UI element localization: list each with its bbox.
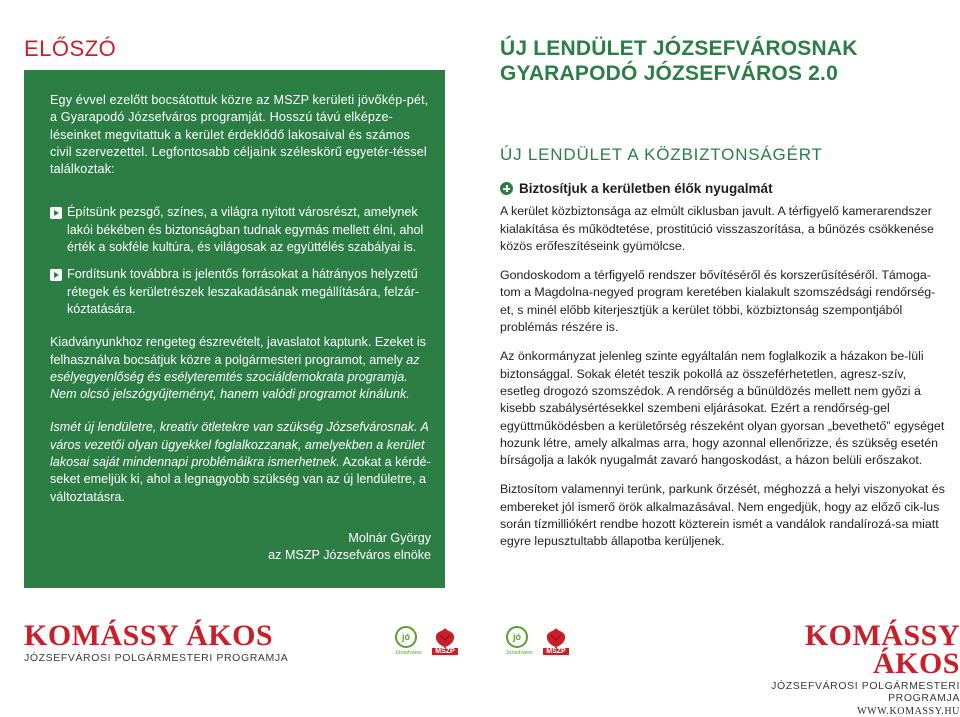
signature-name: Molnár György [348, 530, 431, 545]
play-bullet-icon [50, 269, 62, 281]
rose-icon [542, 626, 570, 650]
subheading [500, 180, 945, 197]
jo-jozsefvaros-logo [395, 626, 422, 658]
mszp-logo [427, 626, 463, 660]
feedback-paragraph [50, 334, 431, 403]
jo-logo-mark: jó [395, 626, 417, 648]
paragraph: Az önkormányzat jelenleg szinte egyáltalán nem foglalkozik a házakon be-lüli biztonsággal. Sokak életét teszik pokollá az összeférhetetlen, agresz-szív, esetleg drogozó szomszédok. A rendőrség a bűnüldözés mellett nem győzi a kisebb szabálysértésekkel szembeni eljárásokat. Ezért a rendőrség-gel együttműködésben a kerületőrség részeként olyan gyorsan „bevethető” egységet hozunk létre, amely alkalmas arra, hogy azonnal ellenőrizze, és szükség esetén bírságolja a lakók nyugalmát zavaró hangoskodást, a házon belüli erőszakot. [500, 349, 945, 468]
heading-line-1: ÚJ LENDÜLET JÓZSEFVÁROSNAK [500, 37, 858, 60]
list-item [50, 204, 431, 256]
website-link[interactable]: WWW.KOMASSY.HU [857, 706, 960, 717]
jo-logo-caption: Józsefváros [506, 650, 533, 656]
heading-line-2: GYARAPODÓ JÓZSEFVÁROS 2.0 [500, 62, 838, 85]
security-section [500, 180, 945, 563]
party-logos [395, 626, 463, 660]
foreword-box [24, 70, 445, 588]
paragraph: A kerület közbiztonsága az elmúlt ciklusban javult. A térfigyelő kamerarendszer kialakítása és működtetése, prostitúció visszaszorítása, a bűnözés csökkenése közös erőfeszítéseink gyümölcse. [500, 204, 934, 253]
feedback-italic-text: az esélyegyenlőség és esélyteremtés szociáldemokrata programja. Nem olcsó jelszógyűjteményt, hanem valódi programot kínálunk. [50, 352, 420, 402]
momentum-paragraph [50, 419, 431, 505]
brand-name: KOMÁSSY ÁKOS [24, 619, 274, 652]
jo-jozsefvaros-logo [506, 626, 533, 658]
signature [50, 530, 431, 565]
list-item-text: Fordítsunk továbbra is jelentős forrásokat a hátrányos helyzetű rétegek és kerületrészek leszakadásának megállítására, felzár-kóztatására. [67, 267, 420, 316]
intro-paragraph: Egy évvel ezelőtt bocsátottuk közre az MSZP kerületi jövőkép-pét, a Gyarapodó Józsefváros programját. Hosszú távú elképze-léseinket megvitattuk a kerület érdeklődő lakosaival és számos civil szervezettel. Legfontosabb céljaink széleskörű egyetér-téssel találkoztak: [50, 93, 429, 177]
subheading-text: Biztosítjuk a kerületben élők nyugalmát [519, 181, 773, 196]
play-bullet-icon [50, 207, 62, 219]
rose-icon [431, 626, 459, 650]
program-heading [500, 36, 858, 86]
party-logos-right [506, 626, 574, 660]
mszp-label: MSZP [543, 648, 568, 655]
jo-logo-mark: jó [506, 626, 528, 648]
paragraph: Gondoskodom a térfigyelő rendszer bővítéséről és korszerűsítéséről. Támoga-tom a Magdolna-negyed program keretében kialakult szomszédsági rendőrség-et, s minél előbb kiterjesztjük a kerület többi, közbiztonság szempontjából problémás részére is. [500, 268, 936, 335]
list-item [50, 266, 431, 318]
jo-logo-caption: Józsefváros [395, 650, 422, 656]
signature-role: az MSZP Józsefváros elnöke [268, 548, 431, 563]
mszp-label: MSZP [432, 648, 457, 655]
brand-name: KOMÁSSY ÁKOS [804, 619, 960, 680]
feedback-text: Kiadványunkhoz rengeteg észrevételt, javaslatot kaptunk. Ezeket is felhasználva bocsátjuk közre a polgármesteri programot, amely [50, 335, 426, 367]
brand-subtitle: JÓZSEFVÁROSI POLGÁRMESTERI PROGRAMJA [24, 652, 289, 664]
paragraph: Biztosítom valamennyi terünk, parkunk őrzését, méghozzá a helyi viszonyokat és embereket jól ismerő örök alkalmazásával. Nem engedjük, hogy az előző cik-lus során tízmilliókért rendbe hozott közterein ismét a vandálok randalírozá-sa miatt egyre lepusztultabb állapotba kerüljenek. [500, 482, 945, 549]
momentum-italic-text: Ismét új lendületre, kreatív ötletekre van szükség Józsefvárosnak. A város vezetői olyan ügyekkel foglalkozzanak, amelyekben a kerület lakosai saját mindennapi problémáikra ismerhetnek. [50, 420, 429, 470]
mszp-logo [538, 626, 574, 660]
momentum-text: Azokat a kérdé-seket emeljük ki, ahol a legnagyobb szükség van az új lendületre, a változtatásra. [50, 455, 431, 504]
section-title: ÚJ LENDÜLET A KÖZBIZTONSÁGÉRT [500, 145, 823, 164]
plus-circle-icon [500, 182, 513, 195]
footer-brand-left [24, 619, 289, 664]
list-item-text: Építsünk pezsgő, színes, a világra nyitott városrészt, amelynek lakói békében és biztonságban tudnak egymás mellett élni, ahol érték a sokféle kultúra, és világosak az együttélés szabályai is. [67, 205, 424, 255]
brand-subtitle: JÓZSEFVÁROSI POLGÁRMESTERI PROGRAMJA [771, 680, 960, 704]
page-title: ELŐSZÓ [24, 36, 117, 61]
footer-brand-right [730, 619, 960, 717]
